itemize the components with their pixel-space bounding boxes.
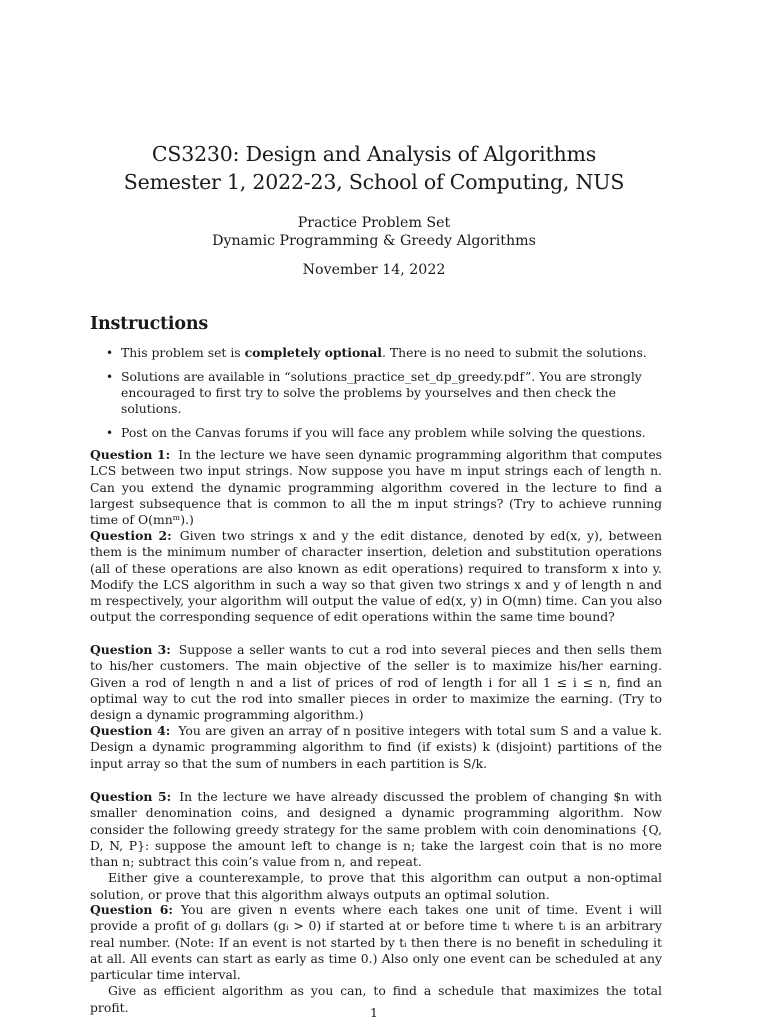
instruction-item bbox=[90, 425, 680, 441]
instruction-emphasis: completely optional bbox=[244, 345, 382, 360]
question-label: Question 1: bbox=[90, 447, 171, 462]
question-label: Question 4: bbox=[90, 723, 171, 738]
question-text: In the lecture we have seen dynamic programming algorithm that computes LCS between two input strings. Now suppose you have m input strings each of length n. Can you extend the dynamic programming algorithm covered in the lecture to find a largest subsequence that is common to all the m input strings? (Try to achieve running time of O(mnᵐ).) bbox=[90, 447, 663, 528]
question-text: You are given n events where each takes one unit of time. Event i will provide a profit of gᵢ dollars (gᵢ > 0) if started at or before time tᵢ where tᵢ is an arbitrary real number. (Note: If an event is not started by tᵢ then there is no benefit in scheduling it at all. All events can start as early as time 0.) Also only one event can be scheduled at any particular time interval. bbox=[90, 902, 663, 983]
question-6 bbox=[90, 902, 662, 1016]
question-2 bbox=[90, 528, 662, 626]
page-number: 1 bbox=[370, 1005, 378, 1020]
bullet-icon: • bbox=[106, 426, 114, 440]
bullet-icon: • bbox=[106, 370, 114, 384]
instruction-text: This problem set is bbox=[121, 345, 245, 360]
instruction-item bbox=[90, 345, 680, 361]
question-label: Question 5: bbox=[90, 789, 172, 804]
question-text: In the lecture we have already discussed the problem of changing $n with smaller denomination coins, and designed a dynamic programming algorithm. Now consider the following greedy strategy for the same problem with coin denominations {Q, D, N, P}: suppose the amount left to change is n; take the largest coin that is no more than n; subtract this coin’s value from n, and repeat. bbox=[90, 789, 662, 870]
instruction-text: Post on the Canvas forums if you will face any problem while solving the questions. bbox=[121, 425, 646, 440]
instructions-heading: Instructions bbox=[90, 314, 209, 334]
question-label: Question 2: bbox=[90, 528, 172, 543]
question-text: Suppose a seller wants to cut a rod into several pieces and then sells them to his/her customers. The main objective of the seller is to maximize his/her earning. Given a rod of length n and a list of prices of rod of length i for all 1 ≤ i ≤ n, find an optimal way to cut the rod into smaller pieces in order to maximize the earning. (Try to design a dynamic programming algorithm.) bbox=[90, 642, 662, 723]
question-text-continued: Either give a counterexample, to prove that this algorithm can output a non-optimal solution, or prove that this algorithm always outputs an optimal solution. bbox=[90, 870, 662, 902]
document-subtitle-line-2: Dynamic Programming & Greedy Algorithms bbox=[212, 233, 536, 249]
document-title-line-1: CS3230: Design and Analysis of Algorithms bbox=[151, 142, 597, 166]
question-label: Question 6: bbox=[90, 902, 173, 917]
instruction-text: Solutions are available in “solutions_practice_set_dp_greedy.pdf”. You are strongly encouraged to first try to solve the problems by yourselves and then check the solutions. bbox=[121, 369, 642, 416]
question-label: Question 3: bbox=[90, 642, 171, 657]
document-date: November 14, 2022 bbox=[302, 262, 446, 278]
question-1 bbox=[90, 447, 662, 528]
instructions-list bbox=[90, 345, 680, 449]
question-5 bbox=[90, 789, 662, 903]
question-3 bbox=[90, 642, 662, 723]
question-text: Given two strings x and y the edit distance, denoted by ed(x, y), between them is the minimum number of character insertion, deletion and substitution operations (all of these operations are also known as edit operations) required to transform x into y. Modify the LCS algorithm in such a way so that given two strings x and y of length n and m respectively, your algorithm will output the value of ed(x, y) in O(mn) time. Can you also output the corresponding sequence of edit operations within the same time bound? bbox=[90, 528, 663, 625]
instruction-item bbox=[90, 369, 680, 417]
question-text: You are given an array of n positive integers with total sum S and a value k. Design a dynamic programming algorithm to find (if exists) k (disjoint) partitions of the input array so that the sum of numbers in each partition is S/k. bbox=[90, 723, 663, 771]
question-text-continued: Give as efficient algorithm as you can, to find a schedule that maximizes the total profit. bbox=[90, 983, 662, 1015]
document-title-line-2: Semester 1, 2022-23, School of Computing, NUS bbox=[123, 170, 625, 194]
document-subtitle-line-1: Practice Problem Set bbox=[297, 215, 451, 231]
bullet-icon: • bbox=[106, 346, 114, 360]
instruction-text: . There is no need to submit the solutions. bbox=[381, 345, 647, 360]
question-4 bbox=[90, 723, 662, 772]
